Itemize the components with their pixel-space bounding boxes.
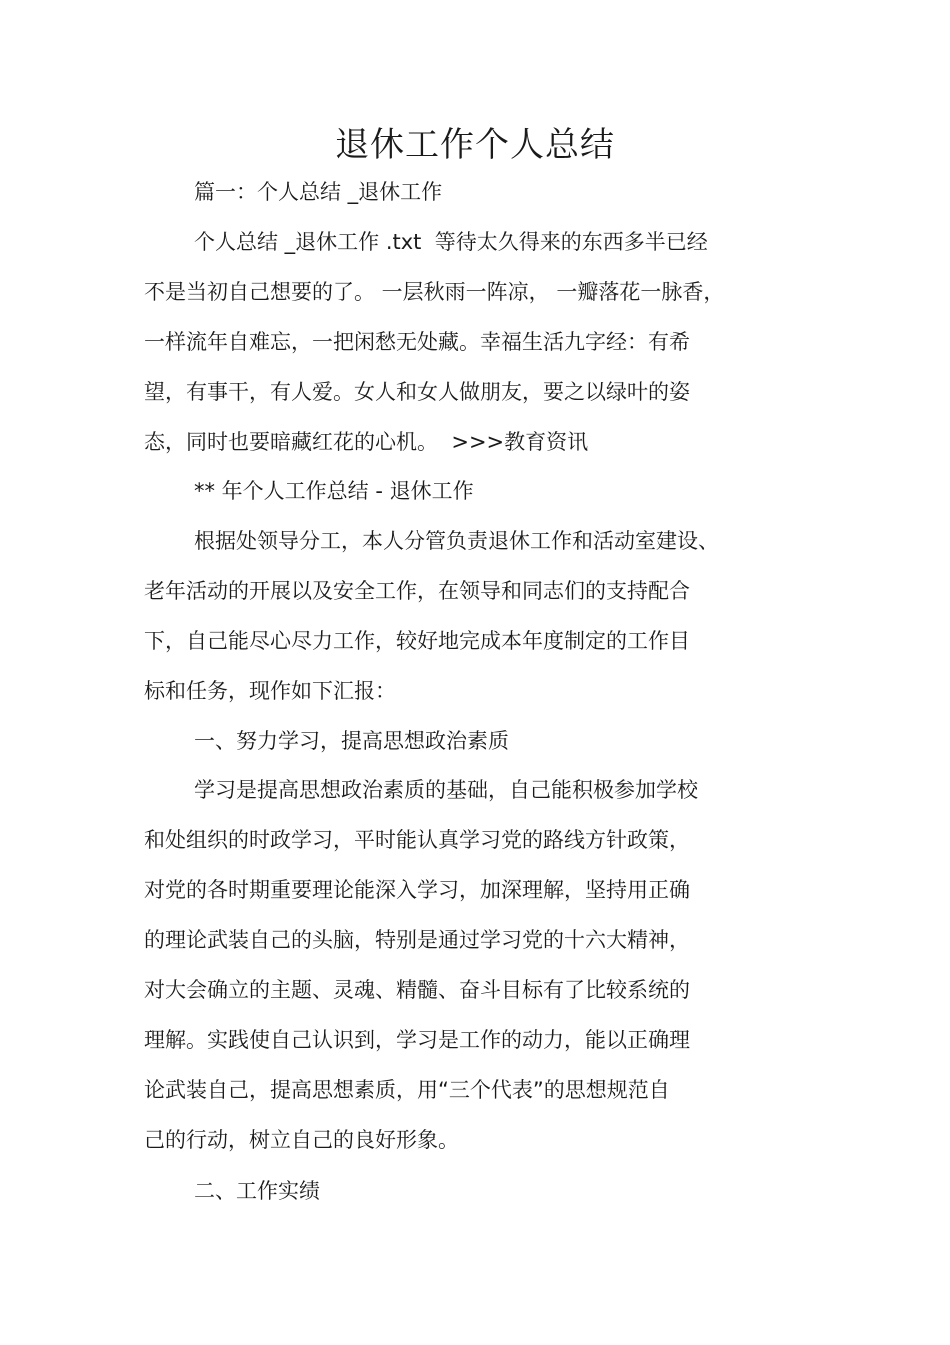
paragraph-line: 标和任务，现作如下汇报： [144,679,396,703]
paragraph-line: 理解。实践使自己认识到，学习是工作的动力，能以正确理 [144,1028,690,1052]
paragraph-line: 和处组织的时政学习，平时能认真学习党的路线方针政策， [144,828,690,852]
paragraph-line: 不是当初自己想要的了。 一层秋雨一阵凉， 一瓣落花一脉香， [144,280,725,304]
document-title: 退休工作个人总结 [335,125,615,165]
paragraph-line: 学习是提高思想政治素质的基础，自己能积极参加学校 [194,778,698,802]
paragraph-line: 一样流年自难忘，一把闲愁无处藏。幸福生活九字经：有希 [144,330,690,354]
paragraph-line: 个人总结 _退休工作 .txt 等待太久得来的东西多半已经 [194,230,708,254]
paragraph-line: 老年活动的开展以及安全工作，在领导和同志们的支持配合 [144,579,690,603]
paragraph-line: 己的行动，树立自己的良好形象。 [144,1128,459,1152]
section-heading: 二、工作实绩 [194,1179,320,1203]
section-heading: 一、努力学习，提高思想政治素质 [194,729,509,753]
subtitle-line: 篇一：个人总结 _退休工作 [194,180,443,204]
paragraph-line: 根据处领导分工，本人分管负责退休工作和活动室建设、 [194,529,719,553]
paragraph-line: 对党的各时期重要理论能深入学习，加深理解，坚持用正确 [144,878,690,902]
paragraph-line: 的理论武装自己的头脑，特别是通过学习党的十六大精神， [144,928,690,952]
paragraph-line: 下，自己能尽心尽力工作，较好地完成本年度制定的工作目 [144,629,690,653]
paragraph-line: 态，同时也要暗藏红花的心机。 >>>教育资讯 [144,430,589,454]
paragraph-line: 对大会确立的主题、灵魂、精髓、奋斗目标有了比较系统的 [144,978,690,1002]
paragraph-line: 论武装自己，提高思想素质，用“三个代表”的思想规范自 [144,1078,670,1102]
paragraph-line: 望，有事干，有人爱。女人和女人做朋友，要之以绿叶的姿 [144,380,690,404]
section-heading: ** 年个人工作总结 - 退休工作 [194,479,474,503]
